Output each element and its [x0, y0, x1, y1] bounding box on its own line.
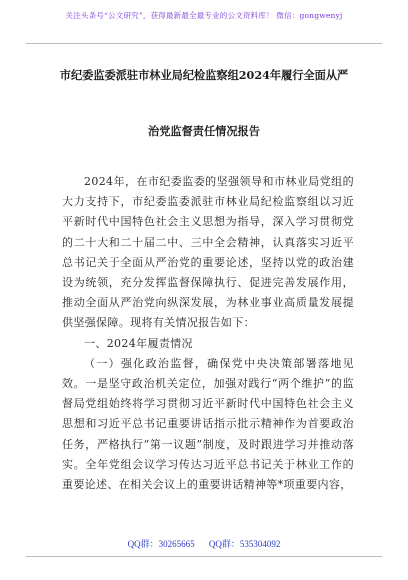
footer-qq-group-1: QQ群：30265665	[127, 539, 195, 549]
header-banner: 关注头条号“公文研究”，获得最新最全最专业的公文资料库！ 微信：gongwenyj	[65, 11, 343, 20]
footer-contact	[0, 537, 408, 550]
subsection-paragraph: （一）强化政治监督，确保党中央决策部署落地见效。一是坚守政治机关定位，加强对践行“两个维护”的监督局党组始终将学习贯彻习近平新时代中国特色社会主义思想和习近平总书记重要讲话指示批示精神作为首要政治任务，严格执行“第一议题”制度，及时跟进学习并推动落实。全年党组会议学习传达习近平总书记关于林业工作的重要论述、在相关会议上的重要讲话精神等*项重要内容，	[62, 356, 354, 492]
document-title-line-1: 市纪委监委派驻市林业局纪检监察组2024年履行全面从严	[59, 68, 349, 82]
section-heading: 一、2024年履责情况	[84, 336, 193, 350]
footer-qq-group-2: QQ群：535304092	[208, 539, 281, 549]
intro-paragraph: 2024年，在市纪委监委的坚强领导和市林业局党组的大力支持下，市纪委监委派驻市林业局纪检监察组以习近平新时代中国特色社会主义思想为指导，深入学习贯彻党的二十大和二十届二中、三中全会精神，认真落实习近平总书记关于全面从严治党的重要论述，坚持以党的政治建设为统领，充分发挥监督保障执行、促进完善发展作用，推动全面从严治党向纵深发展，为林业事业高质量发展提供坚强保障。现将有关情况报告如下：	[62, 175, 354, 330]
document-body	[62, 172, 354, 495]
document-title-line-2: 治党监督责任情况报告	[148, 124, 260, 138]
header-divider	[26, 43, 382, 44]
footer-divider	[26, 556, 382, 557]
